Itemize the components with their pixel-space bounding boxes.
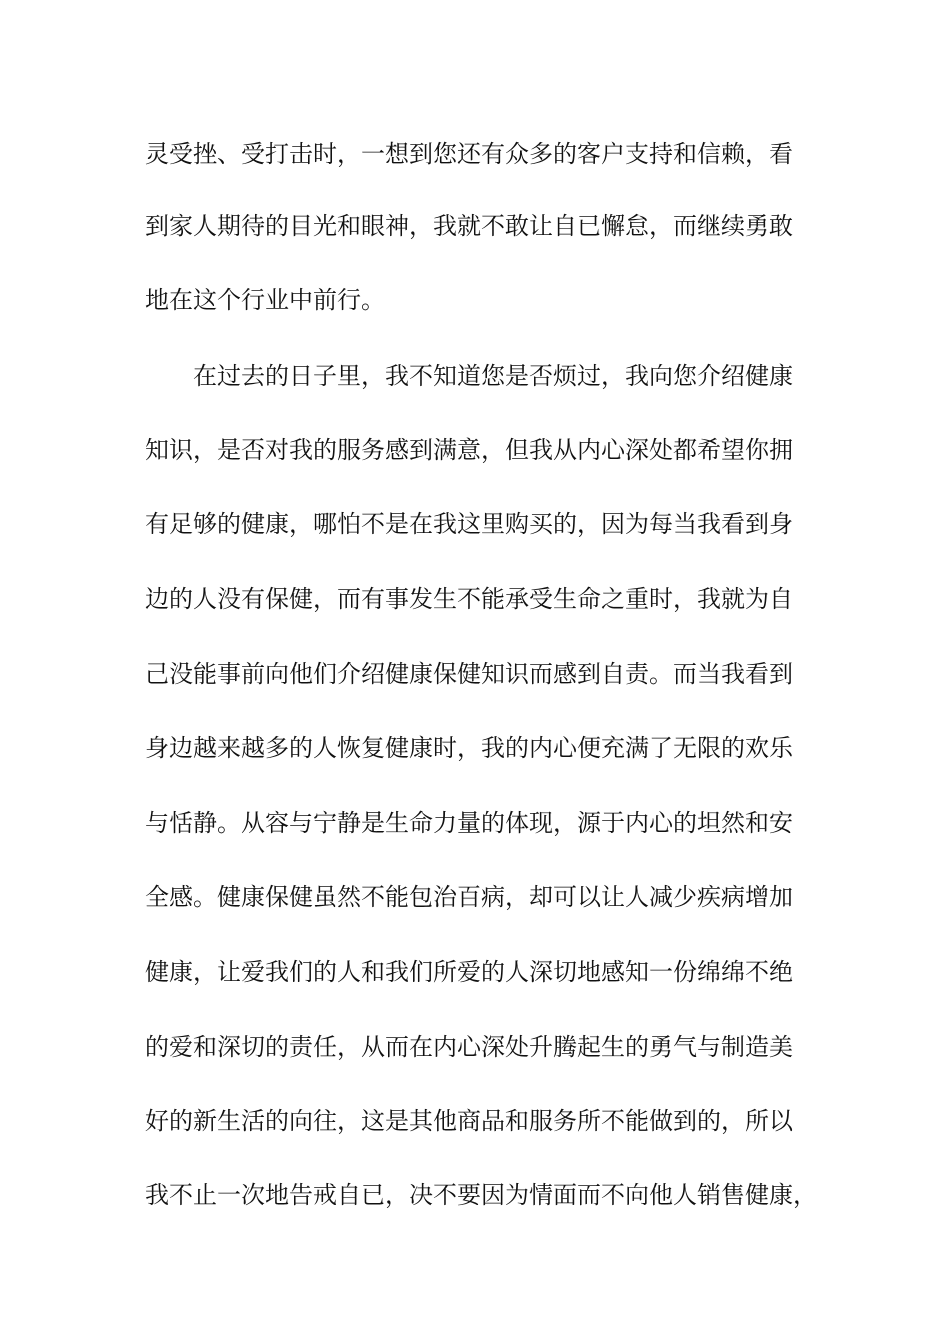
text-line: 己没能事前向他们介绍健康保健知识而感到自责。而当我看到 <box>145 660 793 688</box>
text-line: 灵受挫、受打击时，一想到您还有众多的客户支持和信赖，看 <box>145 140 793 168</box>
text-line: 边的人没有保健，而有事发生不能承受生命之重时，我就为自 <box>145 585 793 613</box>
text-line: 的爱和深切的责任，从而在内心深处升腾起生的勇气与制造美 <box>145 1033 793 1061</box>
text-line: 知识，是否对我的服务感到满意，但我从内心深处都希望你拥 <box>145 436 793 464</box>
text-line: 好的新生活的向往，这是其他商品和服务所不能做到的，所以 <box>145 1107 793 1135</box>
text-line: 健康，让爱我们的人和我们所爱的人深切地感知一份绵绵不绝 <box>145 958 793 986</box>
paragraph-first-line: 在过去的日子里，我不知道您是否烦过，我向您介绍健康 <box>193 362 793 390</box>
text-line: 身边越来越多的人恢复健康时，我的内心便充满了无限的欢乐 <box>145 734 793 762</box>
text-line: 我不止一次地告戒自已，决不要因为情面而不向他人销售健康， <box>145 1181 817 1209</box>
text-line: 地在这个行业中前行。 <box>145 286 385 314</box>
text-line: 全感。健康保健虽然不能包治百病，却可以让人减少疾病增加 <box>145 883 793 911</box>
text-line: 与恬静。从容与宁静是生命力量的体现，源于内心的坦然和安 <box>145 809 793 837</box>
text-line: 有足够的健康，哪怕不是在我这里购买的，因为每当我看到身 <box>145 510 793 538</box>
text-line: 到家人期待的目光和眼神，我就不敢让自已懈怠，而继续勇敢 <box>145 212 793 240</box>
